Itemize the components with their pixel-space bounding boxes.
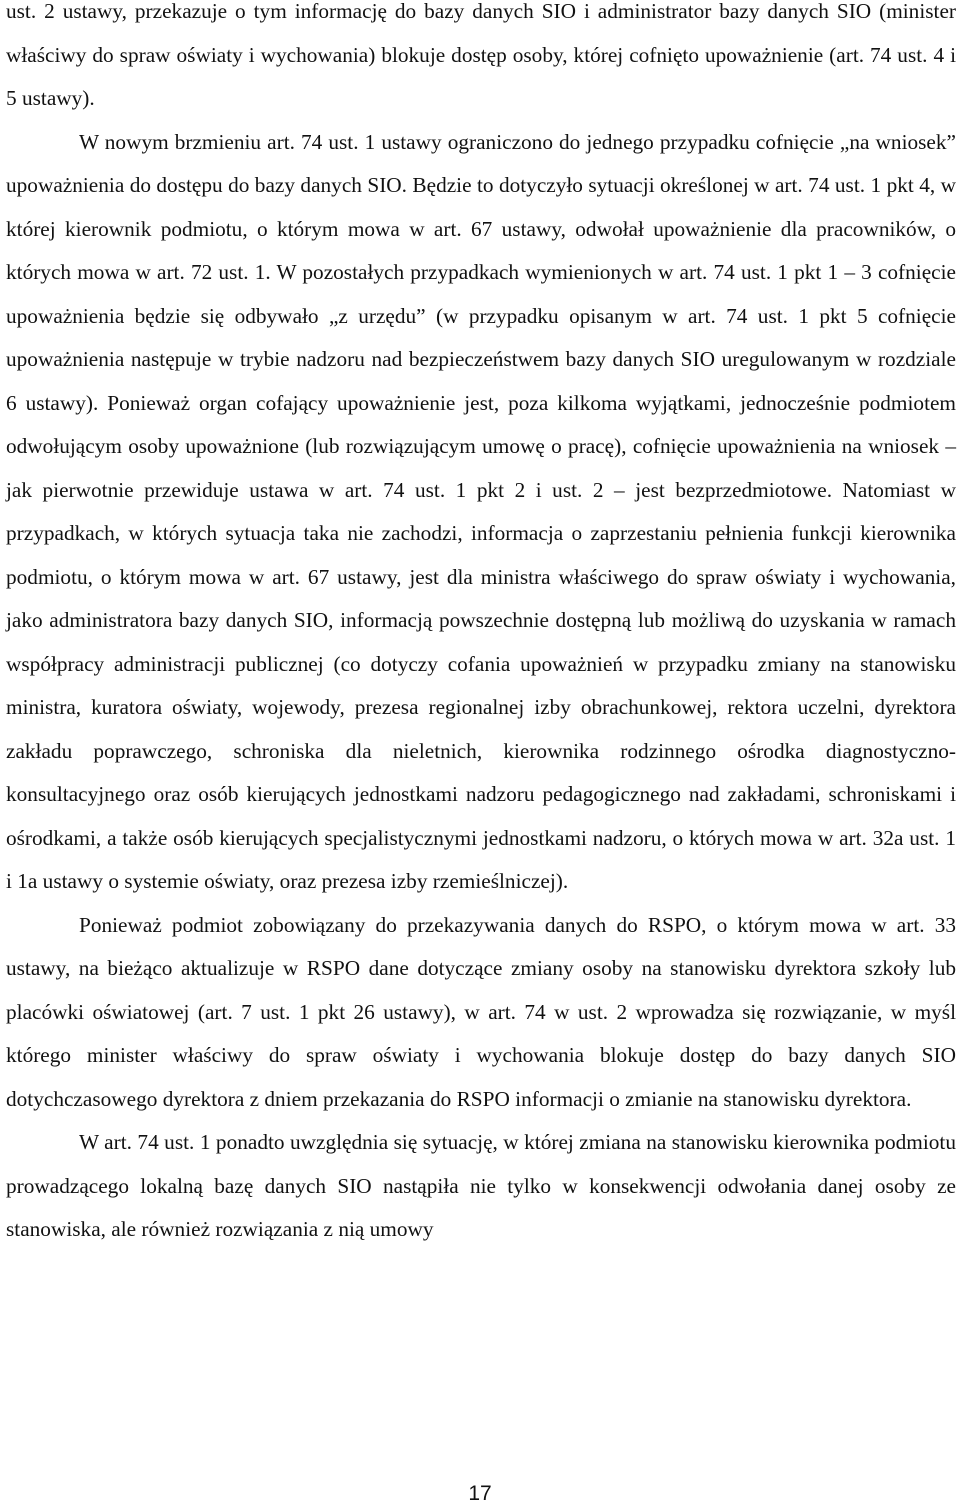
document-page xyxy=(6,0,956,1252)
paragraph-2: W nowym brzmieniu art. 74 ust. 1 ustawy ograniczono do jednego przypadku cofnięcie „na wniosek” upoważnienia do dostępu do bazy danych SIO. Będzie to dotyczyło sytuacji określonej w art. 74 ust. 1 pkt 4, w której kierownik podmiotu, o którym mowa w art. 67 ustawy, odwołał upoważnienie dla pracowników, o których mowa w art. 72 ust. 1. W pozostałych przypadkach wymienionych w art. 74 ust. 1 pkt 1 – 3 cofnięcie upoważnienia będzie się odbywało „z urzędu” (w przypadku opisanym w art. 74 ust. 1 pkt 5 cofnięcie upoważnienia następuje w trybie nadzoru nad bezpieczeństwem bazy danych SIO uregulowanym w rozdziale 6 ustawy). Ponieważ organ cofający upoważnienie jest, poza kilkoma wyjątkami, jednocześnie podmiotem odwołującym osoby upoważnione (lub rozwiązującym umowę o pracę), cofnięcie upoważnienia na wniosek – jak pierwotnie przewiduje ustawa w art. 74 ust. 1 pkt 2 i ust. 2 – jest bezprzedmiotowe. Natomiast w przypadkach, w których sytuacja taka nie zachodzi, informacja o zaprzestaniu pełnienia funkcji kierownika podmiotu, o którym mowa w art. 67 ustawy, jest dla ministra właściwego do spraw oświaty i wychowania, jako administratora bazy danych SIO, informacją powszechnie dostępną lub możliwą do uzyskania w ramach współpracy administracji publicznej (co dotyczy cofania upoważnień w przypadku zmiany na stanowisku ministra, kuratora oświaty, wojewody, prezesa regionalnej izby obrachunkowej, rektora uczelni, dyrektora zakładu poprawczego, schroniska dla nieletnich, kierownika rodzinnego ośrodka diagnostyczno-konsultacyjnego oraz osób kierujących jednostkami nadzoru pedagogicznego nad zakładami, schroniskami i ośrodkami, a także osób kierujących specjalistycznymi jednostkami nadzoru, o których mowa w art. 32a ust. 1 i 1a ustawy o systemie oświaty, oraz prezesa izby rzemieślniczej). xyxy=(6,129,956,893)
paragraph-4: W art. 74 ust. 1 ponadto uwzględnia się sytuację, w której zmiana na stanowisku kierownika podmiotu prowadzącego lokalną bazę danych SIO nastąpiła nie tylko w konsekwencji odwołania danej osoby ze stanowiska, ale również rozwiązania z nią umowy xyxy=(6,1130,956,1241)
page-number: 17 xyxy=(468,1482,492,1505)
paragraph-1: ust. 2 ustawy, przekazuje o tym informację do bazy danych SIO i administrator bazy danych SIO (minister właściwy do spraw oświaty i wychowania) blokuje dostęp osoby, której cofnięto upoważnienie (art. 74 ust. 4 i 5 ustawy). xyxy=(6,0,956,110)
paragraph-3: Ponieważ podmiot zobowiązany do przekazywania danych do RSPO, o którym mowa w art. 33 ustawy, na bieżąco aktualizuje w RSPO dane dotyczące zmiany osoby na stanowisku dyrektora szkoły lub placówki oświatowej (art. 7 ust. 1 pkt 26 ustawy), w art. 74 w ust. 2 wprowadza się rozwiązanie, w myśl którego minister właściwy do spraw oświaty i wychowania blokuje dostęp do bazy danych SIO dotychczasowego dyrektora z dniem przekazania do RSPO informacji o zmianie na stanowisku dyrektora. xyxy=(6,912,956,1111)
